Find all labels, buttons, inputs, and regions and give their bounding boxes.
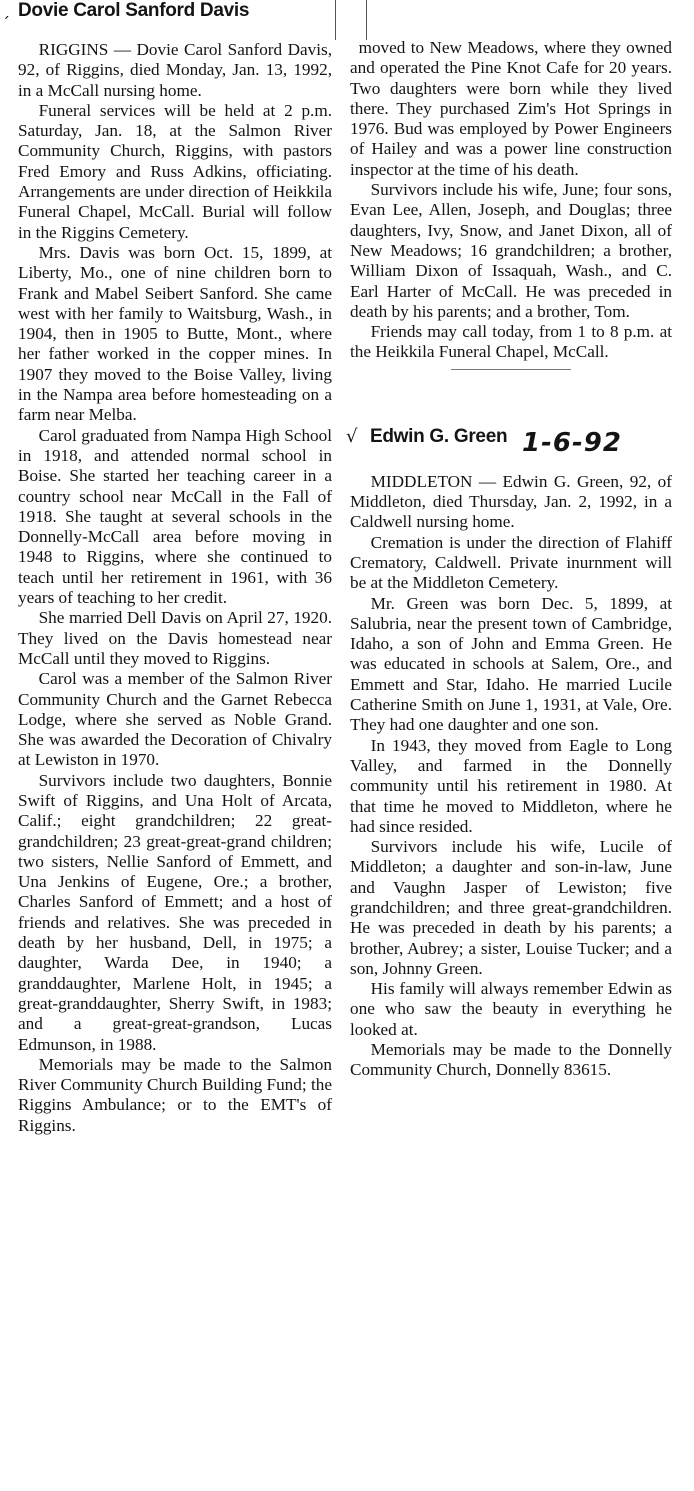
continued-paragraph-1: moved to New Meadows, where they owned and operated the Pine Knot Cafe for 20 years. Two daughters were born while they lived there. They purchased Zim's Hot Springs in 1976. Bud was employed by Power Engineers of Hailey and was a power line construction inspector at the time of his death. bbox=[350, 38, 672, 179]
davis-paragraph-6: Carol was a member of the Salmon River Community Church and the Garnet Rebecca Lodge, where she served as Noble Grand. She was awarded the Decoration of Chivalry at Lewiston in 1970. bbox=[18, 669, 332, 770]
davis-paragraph-2: Funeral services will be held at 2 p.m. Saturday, Jan. 18, at the Salmon River Community Church, Riggins, with pastors Fred Emory and Russ Adkins, officiating. Arrangements are under direction of Heikkila Funeral Chapel, McCall. Burial will follow in the Riggins Cemetery. bbox=[18, 100, 332, 242]
green-paragraph-5: Survivors include his wife, Lucile of Middleton; a daughter and son-in-law, June and Vaughn Jasper of Lewiston; five grandchildren; and three great-grandchildren. He was preceded in death by his parents; a brother, Aubrey; a sister, Louise Tucker; and a son, Johnny Green. bbox=[350, 837, 672, 978]
green-paragraph-3: Mr. Green was born Dec. 5, 1899, at Salubria, near the present town of Cambridge, Idaho, a son of John and Emma Green. He was educated in schools at Salem, Ore., and Emmett and Star, Idaho. He married Lucile Catherine Smith on June 1, 1931, at Vale, Ore. They had one daughter and one son. bbox=[350, 593, 672, 735]
davis-paragraph-4: Carol graduated from Nampa High School in 1918, and attended normal school in Boise. She started her teaching career in a country school near McCall in the Fall of 1918. She taught at several schools in the Donnelly-McCall area before moving in 1948 to Riggins, where she continued to teach until her retirement in 1961, with 36 years of teaching to her credit. bbox=[18, 425, 332, 608]
davis-paragraph-1: RIGGINS — Dovie Carol Sanford Davis, 92, of Riggins, died Monday, Jan. 13, 1992, in a McCall nursing home. bbox=[18, 40, 332, 100]
green-paragraph-7: Memorials may be made to the Donnelly Community Church, Donnelly 83615. bbox=[350, 1040, 672, 1080]
column-divider bbox=[335, 0, 336, 40]
right-column bbox=[346, 0, 672, 1081]
green-paragraph-6: His family will always remember Edwin as one who saw the beauty in everything he looked at. bbox=[350, 979, 672, 1039]
obituary-green bbox=[346, 425, 672, 1081]
davis-paragraph-7: Survivors include two daughters, Bonnie Swift of Riggins, and Una Holt of Arcata, Calif.; eight grandchildren; 22 great-grandchildren; 23 great-great-grand children; two sisters, Nellie Sanford of Emmett, and Una Jenkins of Eugene, Ore.; a brother, Charles Sanford of Emmett; and a host of friends and relatives. She was preceded in death by her husband, Dell, in 1975; a daughter, Warda Dee, in 1940; a granddaughter, Marlene Holt, in 1945; a great-granddaughter, Sherry Swift, in 1983; and a great-great-grandson, Lucas Edmunson, in 1988. bbox=[18, 770, 332, 1054]
continued-paragraph-2: Survivors include his wife, June; four sons, Evan Lee, Allen, Joseph, and Douglas; three daughters, Ivy, Snow, and Janet Dixon, all of New Meadows; 16 grandchildren; a brother, William Dixon of Issaquah, Wash., and C. Earl Harter of McCall. He was preceded in death by his parents; and a brother, Tom. bbox=[350, 180, 672, 321]
green-paragraph-1: MIDDLETON — Edwin G. Green, 92, of Middleton, died Thursday, Jan. 2, 1992, in a Caldwell nursing home. bbox=[350, 471, 672, 532]
green-paragraph-2: Cremation is under the direction of Flahiff Crematory, Caldwell. Private inurnment will be at the Middleton Cemetery. bbox=[350, 532, 672, 593]
obituary-heading-davis: Dovie Carol Sanford Davis bbox=[18, 0, 250, 21]
handwritten-date: 1-6-92 bbox=[522, 427, 622, 458]
davis-paragraph-5: She married Dell Davis on April 27, 1920. They lived on the Davis homestead near McCall until they moved to Riggins. bbox=[18, 608, 332, 668]
green-paragraph-4: In 1943, they moved from Eagle to Long Valley, and farmed in the Donnelly community until his retirement in 1980. At that time he moved to Middleton, where he had since resided. bbox=[350, 735, 672, 836]
davis-paragraph-8: Memorials may be made to the Salmon River Community Church Building Fund; the Riggins Ambulance; or to the EMT's of Riggins. bbox=[18, 1054, 332, 1135]
obituary-continued bbox=[350, 0, 672, 370]
continued-paragraph-3: Friends may call today, from 1 to 8 p.m. at the Heikkila Funeral Chapel, McCall. bbox=[350, 322, 672, 362]
end-rule bbox=[451, 369, 571, 370]
davis-paragraph-3: Mrs. Davis was born Oct. 15, 1899, at Liberty, Mo., one of nine children born to Frank and Mabel Seibert Sanford. She came west with her family to Waitsburg, Wash., in 1904, then in 1905 to Butte, Mont., where her father worked in the copper mines. In 1907 they moved to the Boise Valley, living in the Nampa area before homesteading on a farm near Melba. bbox=[18, 242, 332, 425]
check-mark-icon: √ bbox=[346, 425, 358, 447]
margin-tick-mark: ˏ bbox=[2, 0, 10, 19]
obituary-heading-green: Edwin G. Green bbox=[370, 425, 508, 447]
obituary-davis bbox=[18, 0, 332, 1136]
